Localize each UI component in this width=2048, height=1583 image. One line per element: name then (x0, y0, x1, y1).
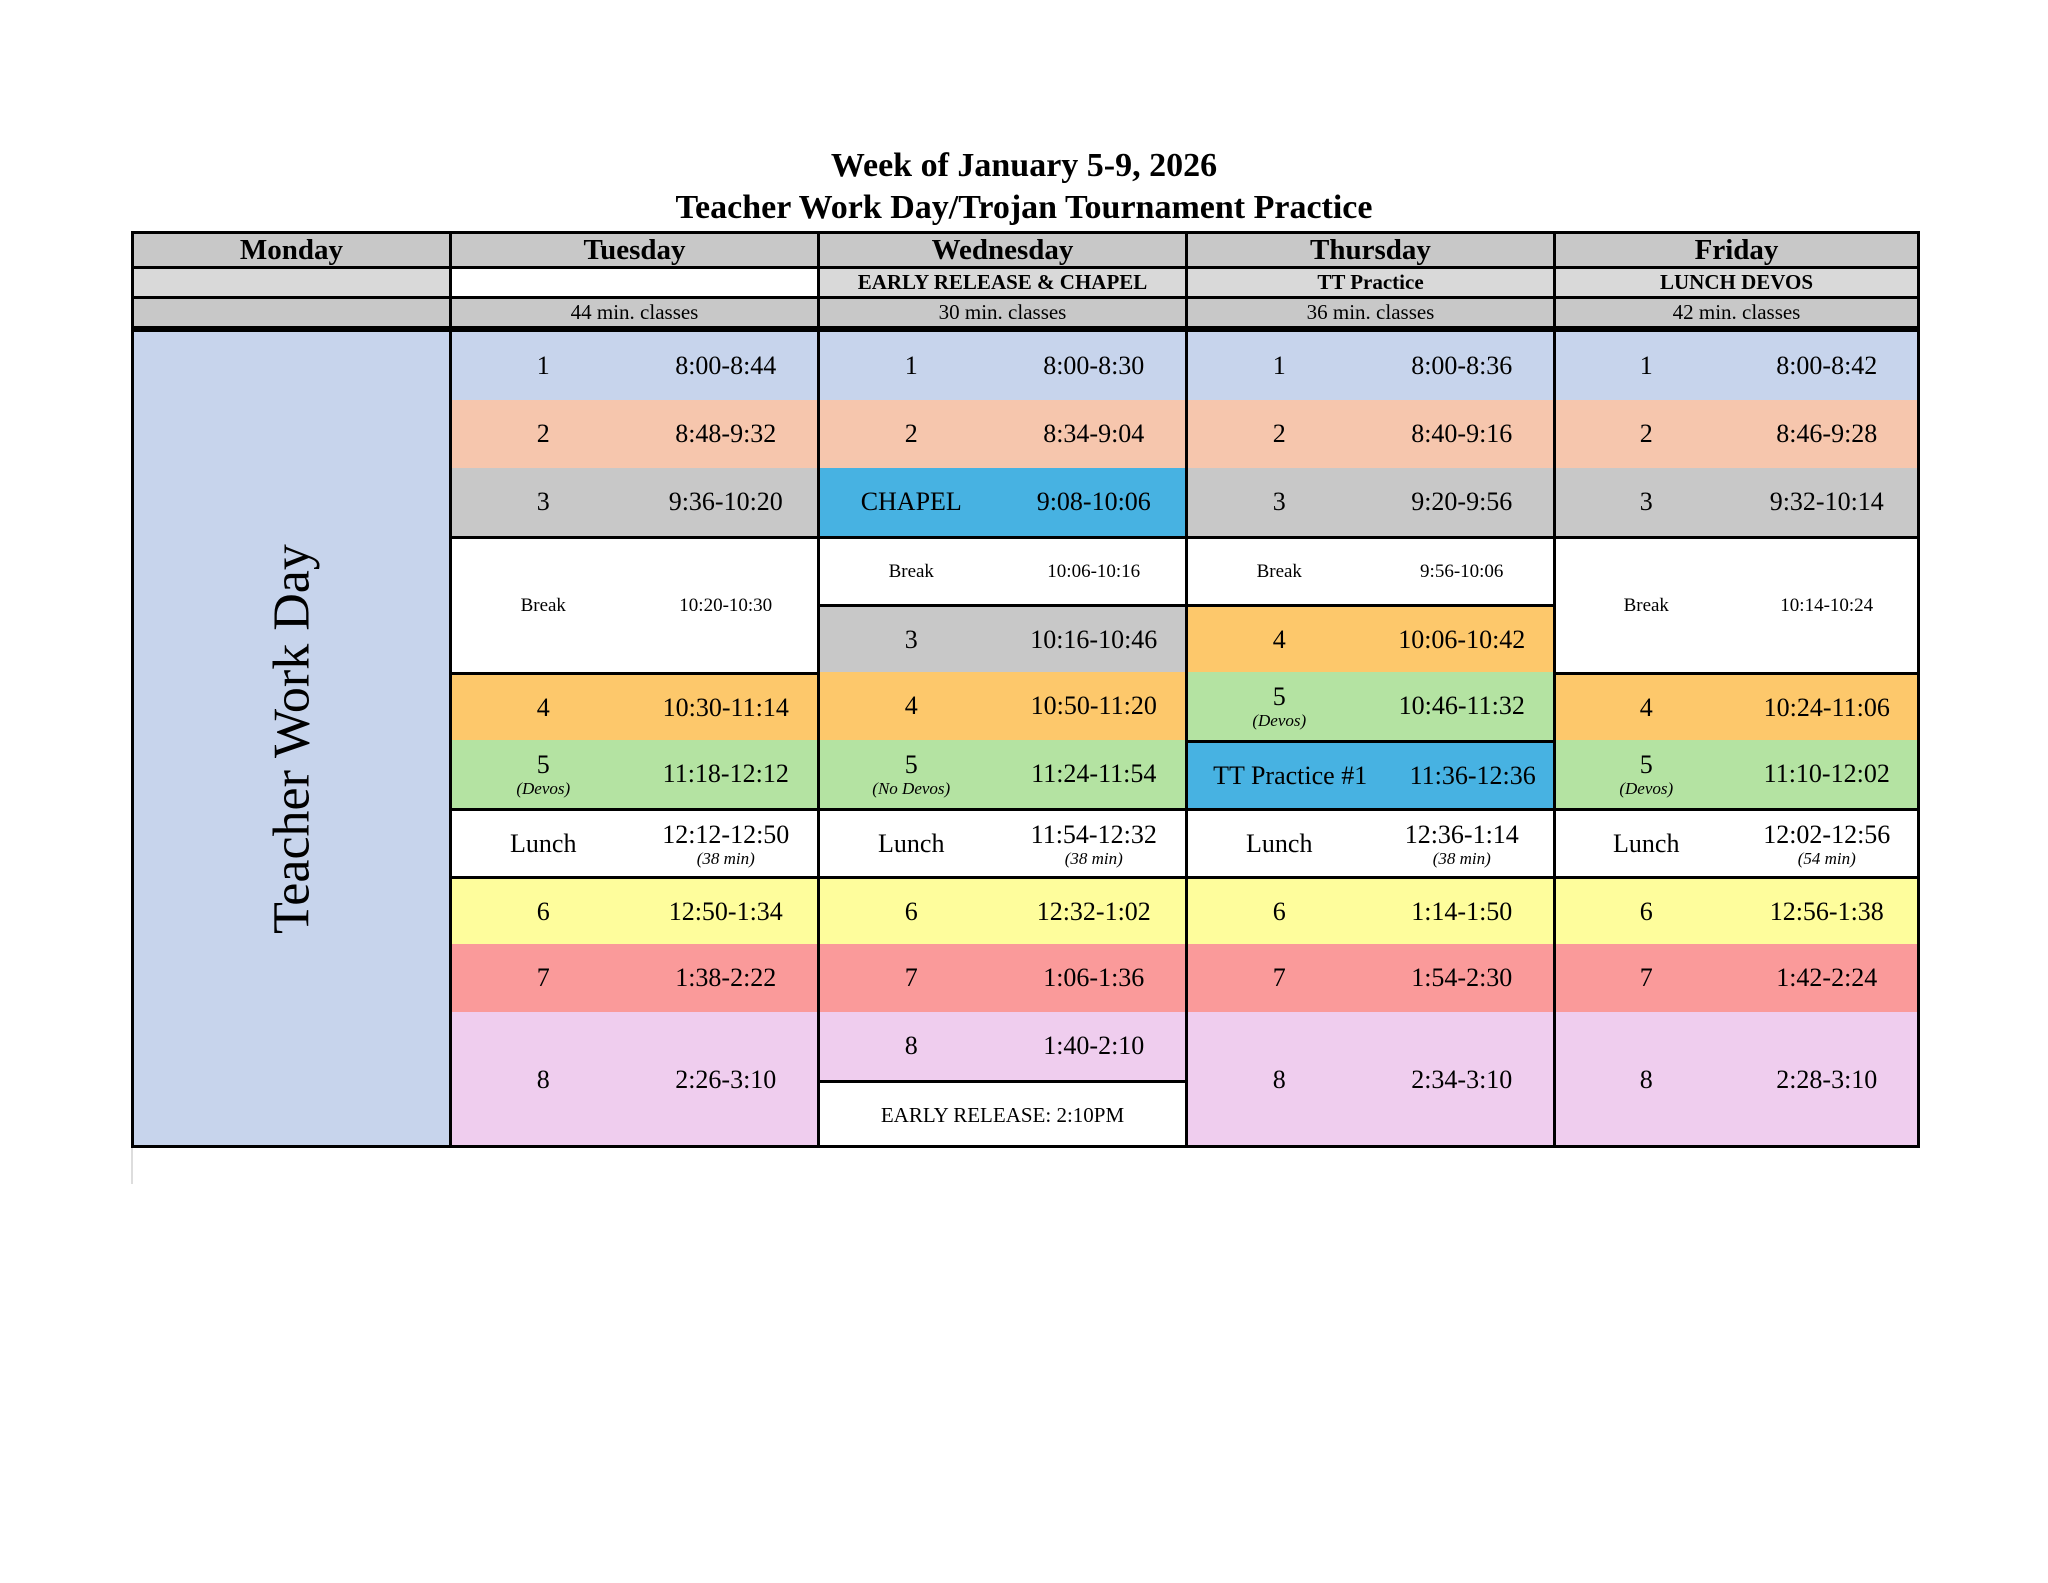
early-release-text: EARLY RELEASE: 2:10PM (880, 1103, 1125, 1127)
table-row (1188, 536, 1553, 604)
header-thursday: Thursday (1185, 231, 1556, 269)
period-time: 10:30-11:14 (662, 692, 789, 722)
period-label: 7 (904, 963, 918, 992)
minutes-wednesday: 30 min. classes (817, 299, 1188, 329)
period-label: 7 (536, 963, 550, 992)
table-row (452, 876, 817, 944)
period-time (1003, 811, 1186, 876)
table-row (820, 672, 1185, 740)
table-row (1556, 332, 1917, 400)
period-time: 10:24-11:06 (1763, 692, 1890, 722)
period-time: 9:36-10:20 (668, 487, 783, 516)
period-label: 4 (536, 692, 550, 722)
header-tuesday: Tuesday (449, 231, 820, 269)
period-label: TT Practice #1 (1213, 760, 1368, 790)
table-row (820, 740, 1185, 808)
period-label: 7 (1639, 963, 1653, 992)
period-time: 12:56-1:38 (1769, 896, 1884, 926)
period-time: 11:10-12:02 (1763, 759, 1890, 788)
period-time: 8:00-8:36 (1411, 351, 1513, 380)
table-row (1556, 536, 1917, 672)
period-number: 5 (1272, 682, 1286, 711)
table-row (1188, 876, 1553, 944)
friday-column (1553, 329, 1920, 1148)
period-time: 2:26-3:10 (675, 1065, 777, 1094)
period-label: 8 (1272, 1065, 1286, 1094)
period-label: Break (888, 560, 934, 582)
period-label: 1 (904, 351, 918, 380)
period-time (1737, 811, 1918, 876)
period-label: 1 (536, 351, 550, 380)
table-row (1556, 740, 1917, 808)
period-label: 4 (904, 691, 918, 720)
page-subtitle: Teacher Work Day/Trojan Tournament Practice (675, 189, 1373, 226)
period-time: 1:14-1:50 (1411, 896, 1513, 926)
table-row (820, 332, 1185, 400)
period-time: 8:00-8:44 (675, 351, 777, 380)
table-row (452, 944, 817, 1012)
period-label: 6 (1272, 896, 1286, 926)
period-time (1371, 811, 1554, 876)
period-time: 12:50-1:34 (668, 896, 783, 926)
table-row (1556, 808, 1917, 876)
period-label: 7 (1272, 963, 1286, 992)
period-time: 11:24-11:54 (1031, 759, 1157, 788)
header-wednesday: Wednesday (817, 231, 1188, 269)
period-time: 1:38-2:22 (675, 963, 777, 992)
period-time: 1:40-2:10 (1043, 1031, 1145, 1060)
period-label: 6 (536, 896, 550, 926)
table-row (1556, 400, 1917, 468)
table-row (820, 808, 1185, 876)
period-label (820, 740, 1003, 808)
period-time: 2:28-3:10 (1776, 1065, 1878, 1094)
table-row (1188, 1012, 1553, 1148)
period-label: Lunch (878, 828, 945, 858)
period-label: 8 (1639, 1065, 1653, 1094)
period-time: 1:54-2:30 (1411, 963, 1513, 992)
table-row (820, 876, 1185, 944)
table-row (1556, 876, 1917, 944)
lunch-time: 11:54-12:32 (1030, 819, 1157, 849)
schedule-table (131, 231, 1920, 1148)
minutes-monday (131, 299, 452, 329)
note-friday: LUNCH DEVOS (1553, 269, 1920, 299)
period-label (452, 740, 635, 808)
period-label: 4 (1639, 692, 1653, 722)
period-time (635, 811, 818, 876)
period-label: Lunch (1246, 828, 1313, 858)
lunch-time: 12:36-1:14 (1404, 819, 1519, 849)
early-release-row (820, 1080, 1185, 1148)
minutes-friday: 42 min. classes (1553, 299, 1920, 329)
minutes-thursday: 36 min. classes (1185, 299, 1556, 329)
table-row (1188, 332, 1553, 400)
table-row (1556, 944, 1917, 1012)
period-time: 10:06-10:42 (1398, 624, 1526, 654)
period-label: Break (1256, 560, 1302, 582)
period-time: 9:32-10:14 (1769, 487, 1884, 516)
table-row (452, 400, 817, 468)
table-row (452, 672, 817, 740)
tuesday-column (449, 329, 820, 1148)
page-title: Week of January 5-9, 2026 (830, 147, 1218, 184)
period-label: 8 (904, 1031, 918, 1060)
period-time: 1:42-2:24 (1776, 963, 1878, 992)
table-row (1188, 672, 1553, 740)
table-row (1556, 672, 1917, 740)
period-time: 10:20-10:30 (679, 594, 773, 616)
period-label: 2 (1639, 419, 1653, 448)
period-time: 8:40-9:16 (1411, 419, 1513, 448)
lunch-duration: (38 min) (696, 848, 755, 868)
thursday-column (1185, 329, 1556, 1148)
period-time: 2:34-3:10 (1411, 1065, 1513, 1094)
table-row (1188, 400, 1553, 468)
period-time: 8:48-9:32 (675, 419, 777, 448)
lunch-time: 12:12-12:50 (662, 819, 790, 849)
header-friday: Friday (1553, 231, 1920, 269)
period-time: 8:46-9:28 (1776, 419, 1878, 448)
monday-column (131, 329, 452, 1148)
period-time: 11:36-12:36 (1409, 760, 1536, 790)
period-label: 3 (1639, 487, 1653, 516)
lunch-duration: (38 min) (1432, 848, 1491, 868)
period-number: 5 (1639, 750, 1653, 779)
table-row (820, 1012, 1185, 1080)
table-row (1188, 740, 1553, 808)
wednesday-column (817, 329, 1188, 1148)
table-row (820, 604, 1185, 672)
table-row (1188, 944, 1553, 1012)
period-label (1188, 672, 1371, 740)
period-label: 6 (904, 896, 918, 926)
table-row (1556, 1012, 1917, 1148)
period-note: (Devos) (1252, 711, 1307, 730)
table-row (820, 944, 1185, 1012)
period-label: Break (520, 594, 566, 616)
period-label: 2 (904, 419, 918, 448)
period-label: CHAPEL (860, 487, 962, 516)
minutes-tuesday: 44 min. classes (449, 299, 820, 329)
period-time: 9:08-10:06 (1036, 487, 1151, 516)
period-label: Lunch (1613, 828, 1680, 858)
period-time: 10:06-10:16 (1047, 560, 1141, 582)
table-row (452, 740, 817, 808)
period-label: 1 (1272, 351, 1286, 380)
table-row (820, 400, 1185, 468)
table-row (1556, 468, 1917, 536)
period-time: 9:56-10:06 (1420, 560, 1504, 582)
period-time: 8:00-8:30 (1043, 351, 1145, 380)
note-wednesday: EARLY RELEASE & CHAPEL (817, 269, 1188, 299)
period-label: 3 (536, 487, 550, 516)
table-row (820, 536, 1185, 604)
note-monday (131, 269, 452, 299)
period-label: 6 (1639, 896, 1653, 926)
period-time: 10:16-10:46 (1030, 624, 1158, 654)
table-row (452, 808, 817, 876)
period-time: 9:20-9:56 (1411, 487, 1513, 516)
teacher-work-day-label: Teacher Work Day (263, 543, 320, 934)
table-row (452, 536, 817, 672)
period-note: (Devos) (1619, 779, 1674, 798)
period-label: Break (1623, 594, 1669, 616)
period-note: (Devos) (516, 779, 571, 798)
period-time: 11:18-12:12 (662, 759, 789, 788)
period-time: 1:06-1:36 (1043, 963, 1145, 992)
table-row (452, 1012, 817, 1148)
period-label: Lunch (510, 828, 577, 858)
note-tuesday (449, 269, 820, 299)
period-time: 10:50-11:20 (1030, 691, 1157, 720)
table-row (1188, 808, 1553, 876)
period-time: 8:34-9:04 (1043, 419, 1145, 448)
header-monday: Monday (131, 231, 452, 269)
period-label: 8 (536, 1065, 550, 1094)
lunch-duration: (54 min) (1797, 848, 1856, 868)
period-label: 4 (1272, 624, 1286, 654)
period-label: 2 (1272, 419, 1286, 448)
period-label: 1 (1639, 351, 1653, 380)
period-time: 12:32-1:02 (1036, 896, 1151, 926)
period-label: 3 (904, 624, 918, 654)
period-time: 8:00-8:42 (1776, 351, 1878, 380)
period-label: 3 (1272, 487, 1286, 516)
lunch-time: 12:02-12:56 (1763, 819, 1891, 849)
page-edge-line (131, 1148, 133, 1184)
lunch-duration: (38 min) (1064, 848, 1123, 868)
table-row (1188, 468, 1553, 536)
table-row (452, 332, 817, 400)
period-time: 10:14-10:24 (1780, 594, 1874, 616)
table-row (452, 468, 817, 536)
period-label (1556, 740, 1737, 808)
table-row (1188, 604, 1553, 672)
period-label: 2 (536, 419, 550, 448)
table-row (820, 468, 1185, 536)
period-number: 5 (904, 750, 918, 779)
period-note: (No Devos) (872, 779, 951, 798)
note-thursday: TT Practice (1185, 269, 1556, 299)
period-time: 10:46-11:32 (1398, 691, 1525, 720)
period-number: 5 (536, 750, 550, 779)
